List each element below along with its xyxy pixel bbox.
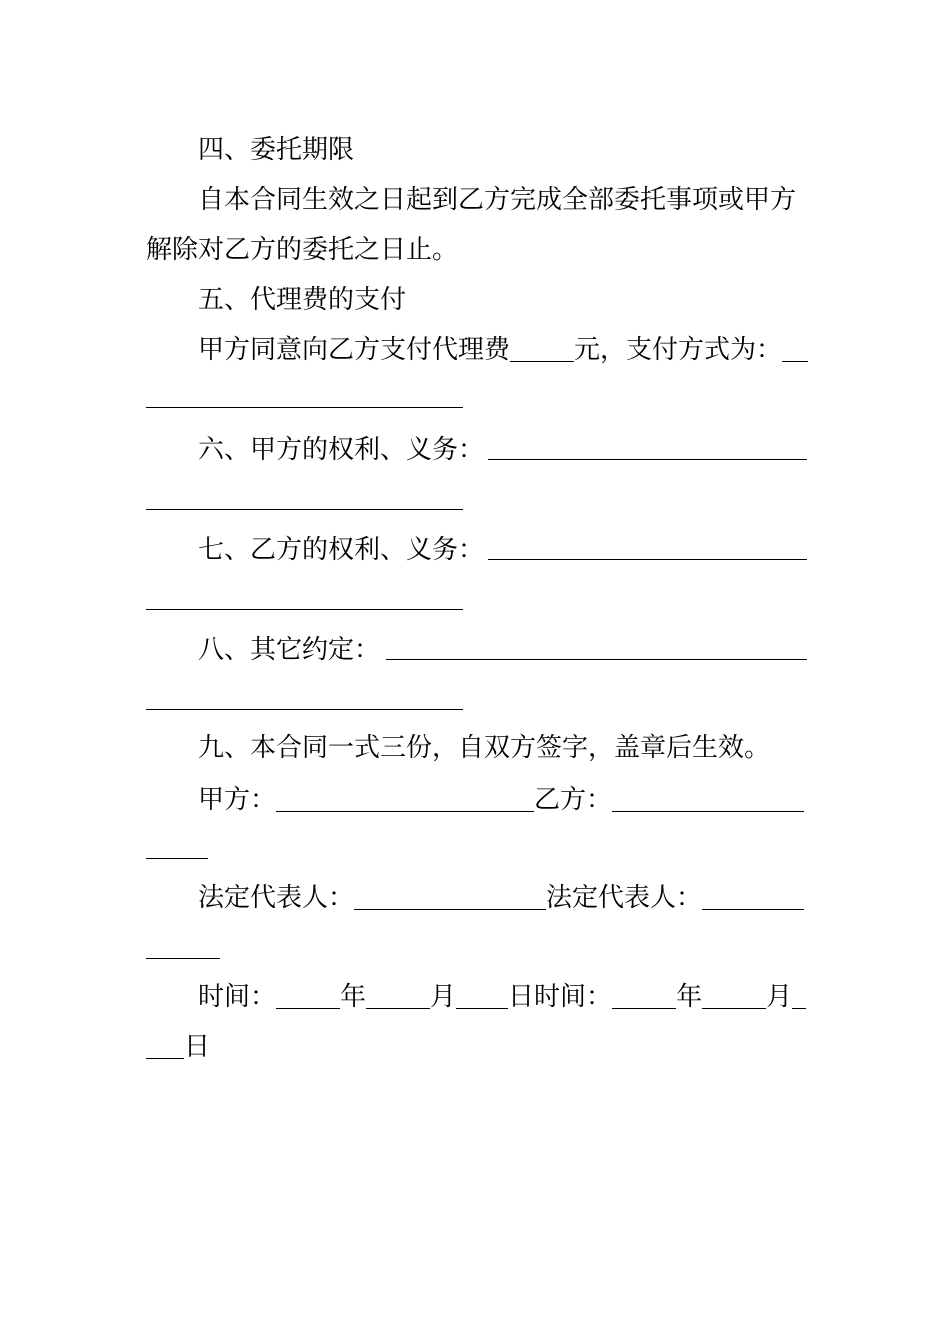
day-b-label: 日: [184, 1032, 211, 1062]
section4-body-line2: 解除对乙方的委托之日止。: [146, 235, 459, 265]
party-b-blank-cont[interactable]: [146, 858, 208, 859]
year-b-label: 年: [676, 982, 703, 1012]
section7-label: 七、乙方的权利、义务：: [198, 535, 485, 565]
section9-text: 九、本合同一式三份，自双方签字，盖章后生效。: [198, 733, 771, 763]
month-b-label: 月: [766, 982, 793, 1012]
party-b-label: 乙方：: [534, 785, 613, 815]
section7-blank[interactable]: [488, 559, 807, 560]
section8-line: [198, 630, 808, 670]
section6-line: [198, 430, 808, 470]
section6-blank-cont[interactable]: [146, 509, 463, 510]
payment-method-blank-cont[interactable]: [146, 407, 463, 408]
month-a-blank[interactable]: [366, 978, 430, 1009]
date-line: [198, 977, 808, 1017]
legal-rep-a-label: 法定代表人：: [198, 883, 355, 913]
payment-method-blank[interactable]: [782, 331, 808, 362]
section4-heading: 四、委托期限: [198, 135, 355, 165]
year-a-label: 年: [340, 982, 367, 1012]
day-b-blank-cont[interactable]: [146, 1028, 184, 1059]
section8-blank[interactable]: [386, 659, 807, 660]
time-a-label: 时间：: [198, 982, 277, 1012]
legal-rep-b-label: 法定代表人：: [546, 883, 703, 913]
party-signature-line: [198, 780, 808, 820]
legal-rep-b-blank[interactable]: [702, 879, 804, 910]
time-b-label: 日时间：: [508, 982, 613, 1012]
party-a-blank[interactable]: [276, 781, 534, 812]
section7-line: [198, 530, 808, 570]
party-b-blank[interactable]: [612, 781, 804, 812]
section5-fee-line: [198, 330, 808, 370]
year-b-blank[interactable]: [612, 978, 676, 1009]
date-line-cont: [146, 1027, 808, 1067]
fee-amount-blank[interactable]: [510, 331, 574, 362]
year-a-blank[interactable]: [276, 978, 340, 1009]
section4-body-line1: 自本合同生效之日起到乙方完成全部委托事项或甲方: [198, 185, 797, 215]
month-b-blank[interactable]: [702, 978, 766, 1009]
day-b-blank[interactable]: [792, 978, 806, 1009]
day-a-blank[interactable]: [456, 978, 508, 1009]
fee-text-b: 元，支付方式为：: [574, 335, 783, 365]
section7-blank-cont[interactable]: [146, 609, 463, 610]
legal-rep-a-blank[interactable]: [354, 879, 546, 910]
party-a-label: 甲方：: [198, 785, 277, 815]
legal-rep-b-blank-cont[interactable]: [146, 958, 220, 959]
legal-rep-line: [198, 878, 808, 918]
month-a-label: 月: [430, 982, 457, 1012]
fee-text-a: 甲方同意向乙方支付代理费: [198, 335, 511, 365]
section6-blank[interactable]: [488, 459, 807, 460]
section8-blank-cont[interactable]: [146, 709, 463, 710]
section5-heading: 五、代理费的支付: [198, 285, 407, 315]
section8-label: 八、其它约定：: [198, 635, 381, 665]
section6-label: 六、甲方的权利、义务：: [198, 435, 485, 465]
